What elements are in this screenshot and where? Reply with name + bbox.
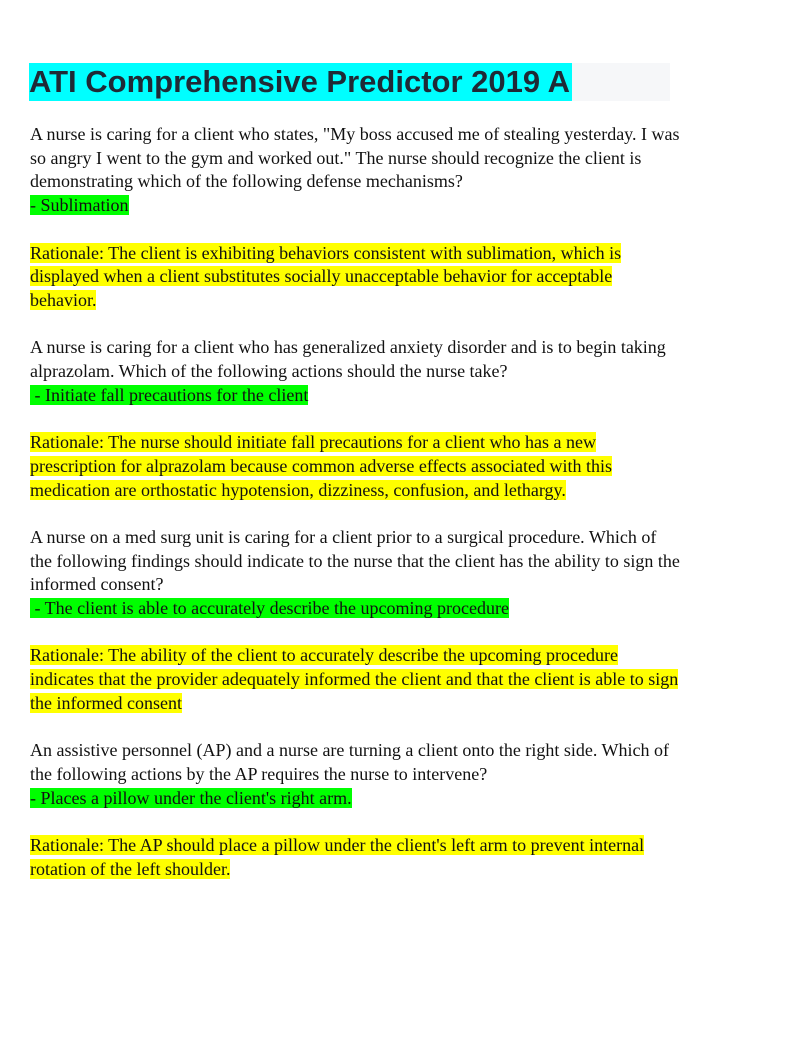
rationale-text: Rationale: The client is exhibiting behaviors consistent with sublimation, which is displayed when a client substitutes socially unacceptable behavior for acceptable behavior. xyxy=(30,242,622,310)
question-text: An assistive personnel (AP) and a nurse are turning a client onto the right side. Which of the following actions by the AP requires the nurse to intervene? xyxy=(30,740,670,784)
question-text: A nurse is caring for a client who has generalized anxiety disorder and is to begin taking alprazolam. Which of the following actions should the nurse take? xyxy=(30,337,666,381)
question-block xyxy=(30,123,680,336)
document-body xyxy=(30,123,680,881)
question-text: A nurse is caring for a client who states, "My boss accused me of stealing yesterday. I was so angry I went to the gym and worked out." The nurse should recognize the client is demonstrating which of the following defense mechanisms? xyxy=(30,124,680,192)
answer-text: - The client is able to accurately describe the upcoming procedure xyxy=(30,598,509,618)
rationale-text: Rationale: The nurse should initiate fall precautions for a client who has a new prescription for alprazolam because common adverse effects associated with this medication are orthostatic hypotension, dizziness, confusion, and lethargy. xyxy=(30,432,612,500)
rationale-text: Rationale: The ability of the client to accurately describe the upcoming procedure indicates that the provider adequately informed the client and that the client is able to sign the informed consent xyxy=(30,645,679,713)
rationale-text: Rationale: The AP should place a pillow under the client's left arm to prevent internal rotation of the left shoulder. xyxy=(30,834,645,879)
question-text: A nurse on a med surg unit is caring for a client prior to a surgical procedure. Which of the following findings should indicate to the nurse that the client has the ability to sign the informed consent? xyxy=(30,526,680,595)
question-block xyxy=(30,526,680,739)
question-block xyxy=(30,336,680,526)
answer-text: - Places a pillow under the client's right arm. xyxy=(30,787,352,808)
document-title: ATI Comprehensive Predictor 2019 A xyxy=(29,64,570,99)
question-block xyxy=(30,739,680,881)
answer-text: - Sublimation xyxy=(30,195,129,216)
answer-text: - Initiate fall precautions for the client xyxy=(30,384,309,405)
